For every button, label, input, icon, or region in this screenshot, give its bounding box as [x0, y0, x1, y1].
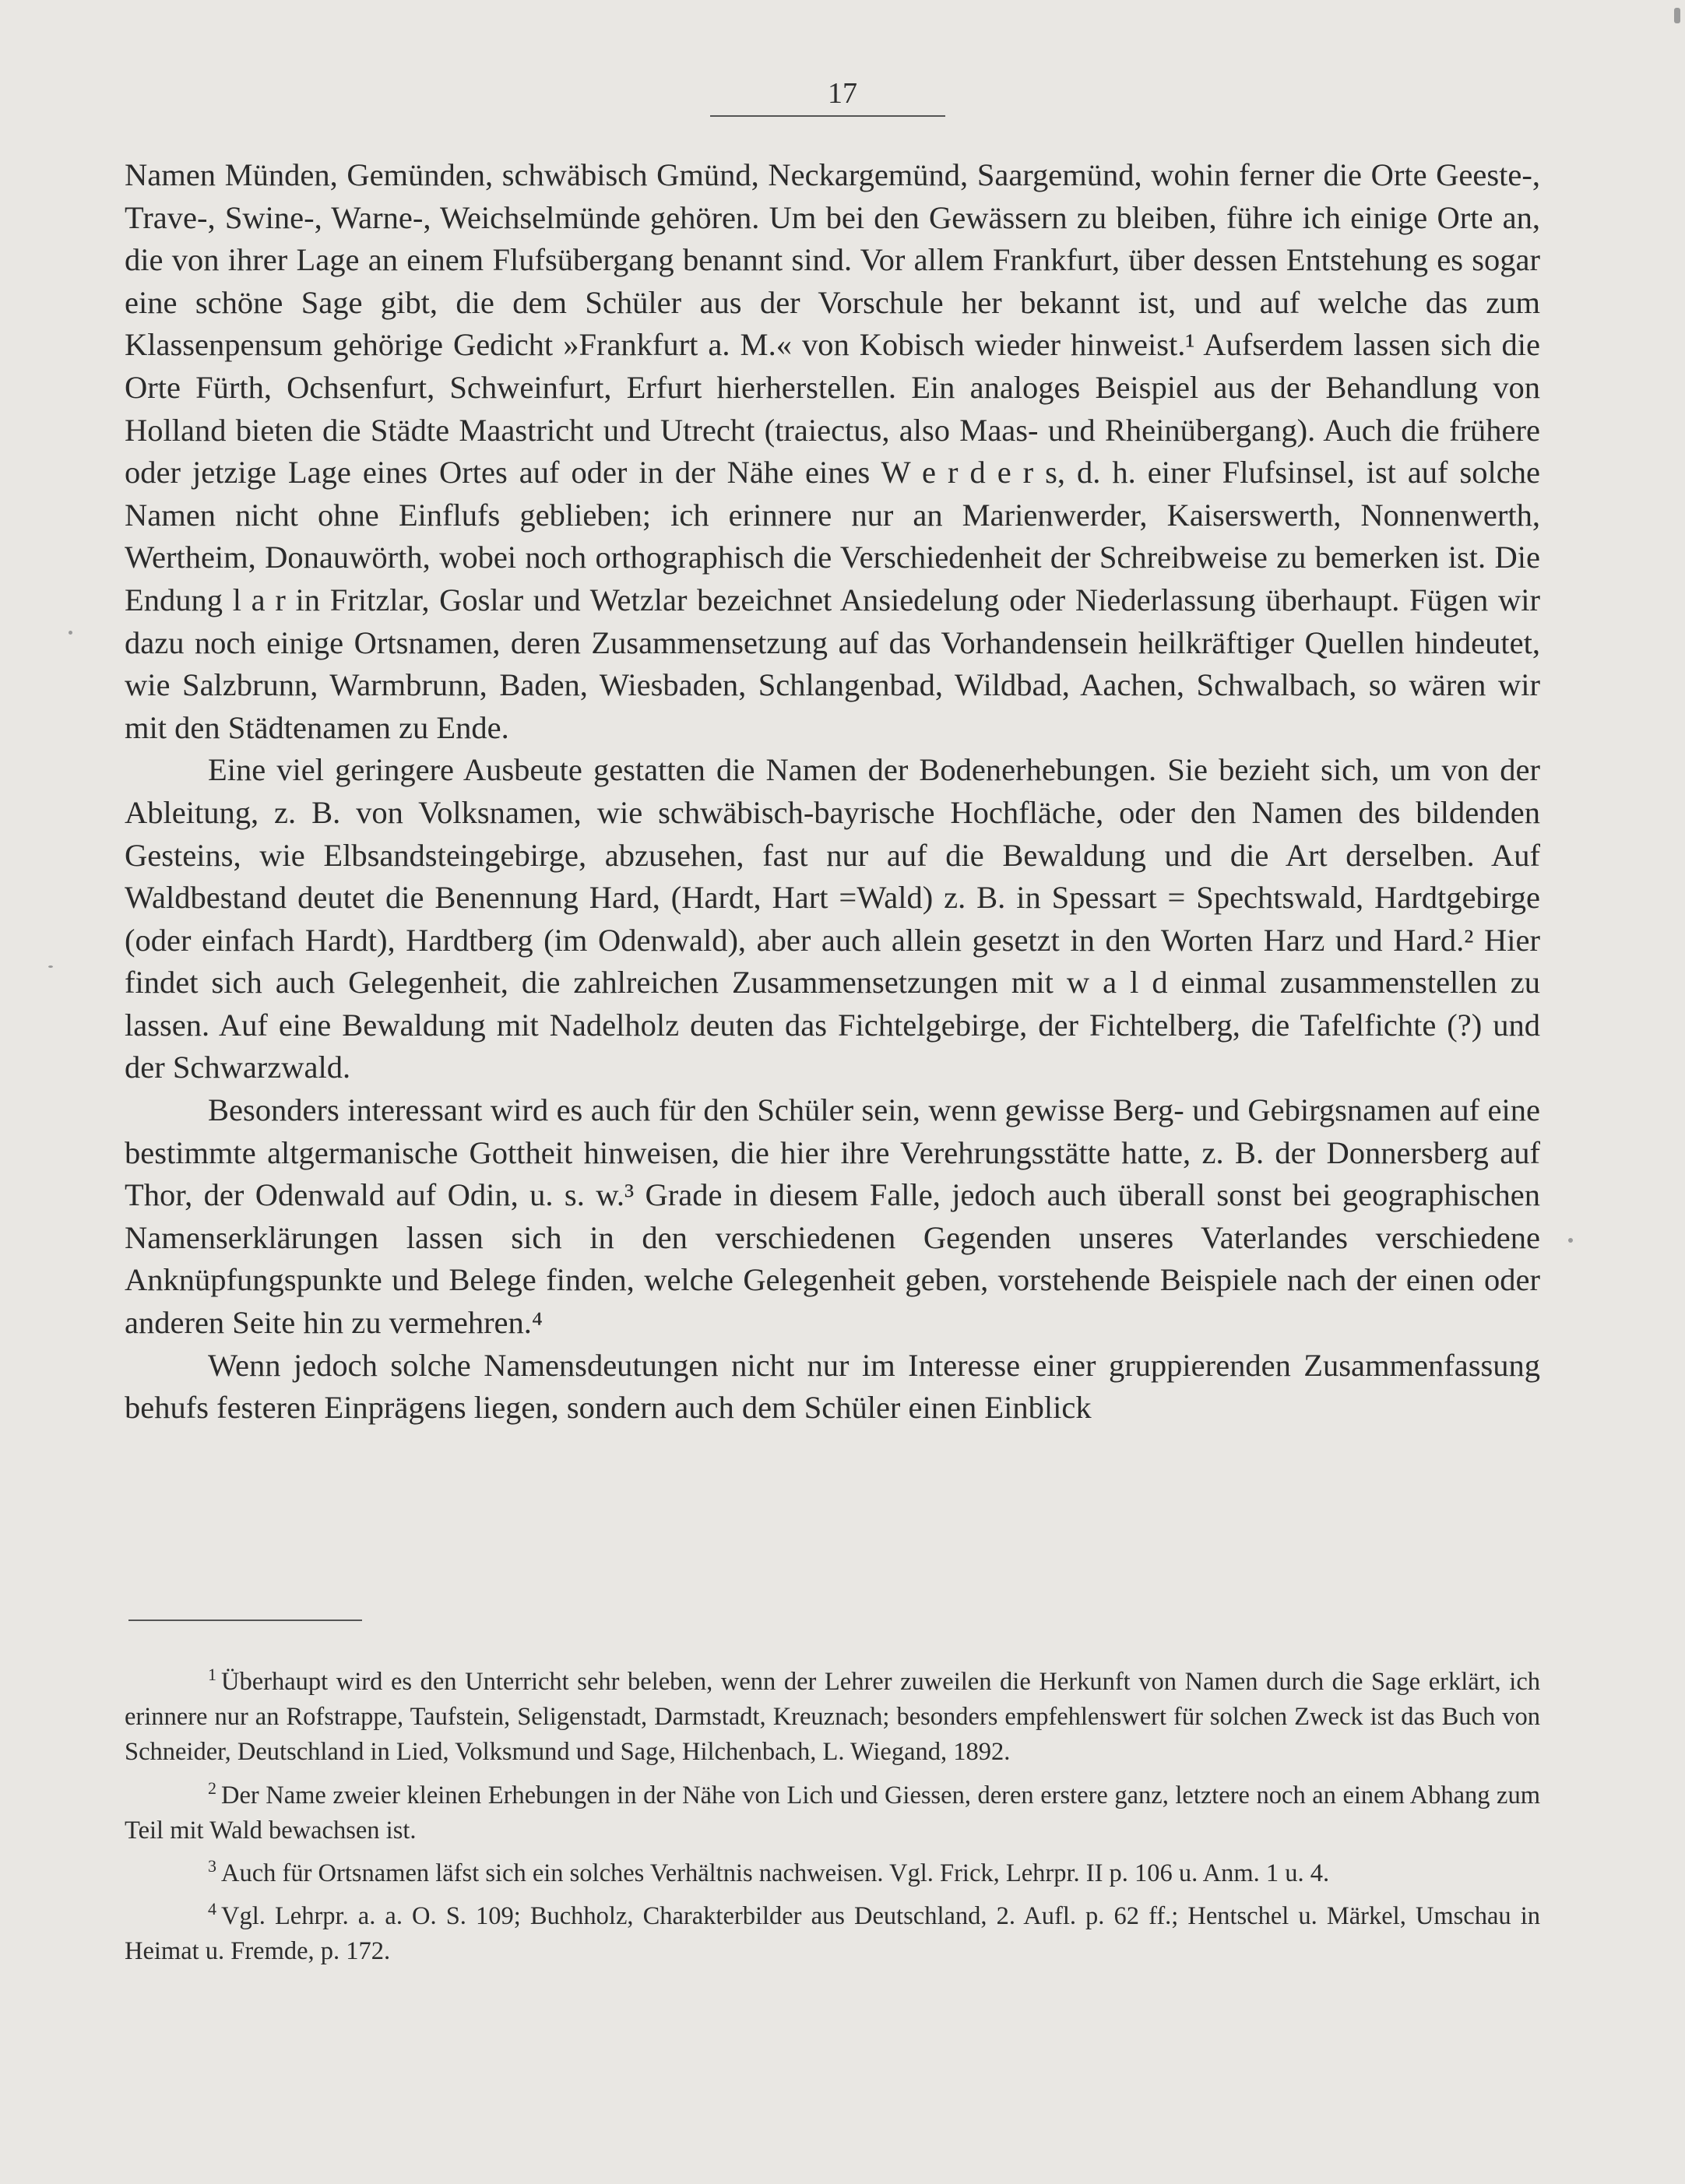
paper-speck [1568, 1238, 1573, 1243]
paper-speck [48, 965, 53, 968]
footnote-mark: 1 [208, 1665, 216, 1684]
paragraph: Namen Münden, Gemünden, schwäbisch Gmünd, Neckargemünd, Saargemünd, wohin ferner die Orte Geeste-, Trave-, Swine-, Warne-, Weichselmünde gehören. Um bei den Gewässern zu bleiben, führe ich einige Orte an, die von ihrer Lage an einem Flufsübergang benannt sind. Vor allem Frankfurt, über dessen Entstehung es sogar eine schöne Sage gibt, die dem Schüler aus der Vorschule her bekannt ist, und auf welche das zum Klassenpensum gehörige Gedicht »Frankfurt a. M.« von Kobisch wieder hinweist.¹ Aufserdem lassen sich die Orte Fürth, Ochsenfurt, Schweinfurt, Erfurt hierherstellen. Ein analoges Beispiel aus der Behandlung von Holland bieten die Städte Maastricht und Utrecht (traiectus, also Maas- und Rheinübergang). Auch die frühere oder jetzige Lage eines Ortes auf oder in der Nähe eines W e r d e r s, d. h. einer Flufsinsel, ist auf solche Namen nicht ohne Einflufs geblieben; ich erinnere nur an Marienwerder, Kaiserswerth, Nonnenwerth, Wertheim, Donauwörth, wobei noch orthographisch die Verschiedenheit der Schreibweise zu bemerken ist. Die Endung l a r in Fritzlar, Goslar und Wetzlar bezeichnet Ansiedelung oder Niederlassung überhaupt. Fügen wir dazu noch einige Ortsnamen, deren Zusammensetzung auf das Vorhandensein heilkräftiger Quellen hindeutet, wie Salzbrunn, Warmbrunn, Baden, Wiesbaden, Schlangenbad, Wildbad, Aachen, Schwalbach, so wären wir mit den Städtenamen zu Ende. [125, 157, 1540, 745]
paragraph: Wenn jedoch solche Namensdeutungen nicht nur im Interesse einer gruppierenden Zusammenfassung behufs festeren Einprägens liegen, sondern auch dem Schüler einen Einblick [125, 1347, 1540, 1426]
paper-speck [1674, 8, 1680, 23]
footnote [125, 1891, 1540, 1969]
footnote-mark: 4 [208, 1899, 216, 1919]
paragraph: Eine viel geringere Ausbeute gestatten die Namen der Bodenerhebungen. Sie bezieht sich, um von der Ableitung, z. B. von Volksnamen, wie schwäbisch-bayrische Hochfläche, oder den Namen des bildenden Gesteins, wie Elbsandsteingebirge, abzusehen, fast nur auf die Bewaldung und die Art derselben. Auf Waldbestand deutet die Benennung Hard, (Hardt, Hart =Wald) z. B. in Spessart = Spechtswald, Hardtgebirge (oder einfach Hardt), Hardtberg (im Odenwald), aber auch allein gesetzt in den Worten Harz und Hard.² Hier findet sich auch Gelegenheit, die zahlreichen Zusammensetzungen mit w a l d einmal zusammenstellen zu lassen. Auf eine Bewaldung mit Nadelholz deuten das Fichtelgebirge, der Fichtelberg, die Tafelfichte (?) und der Schwarzwald. [125, 752, 1540, 1085]
footnote [125, 1657, 1540, 1771]
body-text [125, 154, 1540, 1430]
paper-speck [69, 631, 72, 635]
footnote-text: Der Name zweier kleinen Erhebungen in der Nähe von Lich und Giessen, deren erstere ganz, letztere noch an einem Abhang zum Teil mit Wald bewachsen ist. [125, 1781, 1540, 1845]
page-number-rule [710, 115, 945, 117]
footnote-text: Vgl. Lehrpr. a. a. O. S. 109; Buchholz, Charakterbilder aus Deutschland, 2. Aufl. p. 62 ff.; Hentschel u. Märkel, Umschau in Heimat u. Fremde, p. 172. [125, 1902, 1540, 1966]
footnote-mark: 2 [208, 1778, 216, 1798]
footnotes [125, 1657, 1540, 1970]
footnote-rule [128, 1620, 362, 1621]
footnote-text: Überhaupt wird es den Unterricht sehr beleben, wenn der Lehrer zuweilen die Herkunft von Namen durch die Sage erklärt, ich erinnere nur an Rofstrappe, Taufstein, Seligenstadt, Darmstadt, Kreuznach; besonders empfehlenswert für solchen Zweck ist das Buch von Schneider, Deutschland in Lied, Volksmund und Sage, Hilchenbach, L. Wiegand, 1892. [125, 1668, 1540, 1767]
footnote-text: Auch für Ortsnamen läfst sich ein solches Verhältnis nachweisen. Vgl. Frick, Lehrpr. II p. 106 u. Anm. 1 u. 4. [221, 1859, 1330, 1888]
footnote-mark: 3 [208, 1856, 216, 1876]
paragraph: Besonders interessant wird es auch für den Schüler sein, wenn gewisse Berg- und Gebirgsnamen auf eine bestimmte altgermanische Gottheit hinweisen, die hier ihre Verehrungsstätte hatte, z. B. der Donnersberg auf Thor, der Odenwald auf Odin, u. s. w.³ Grade in diesem Falle, jedoch auch überall sonst bei geographischen Namenserklärungen lassen sich in den verschiedenen Gegenden unseres Vaterlandes verschiedene Anknüpfungspunkte und Belege finden, welche Gelegenheit geben, vorstehende Beispiele nach der einen oder anderen Seite hin zu vermehren.⁴ [125, 1092, 1540, 1341]
footnote [125, 1771, 1540, 1848]
page-number: 17 [828, 77, 857, 110]
footnote [125, 1848, 1540, 1891]
